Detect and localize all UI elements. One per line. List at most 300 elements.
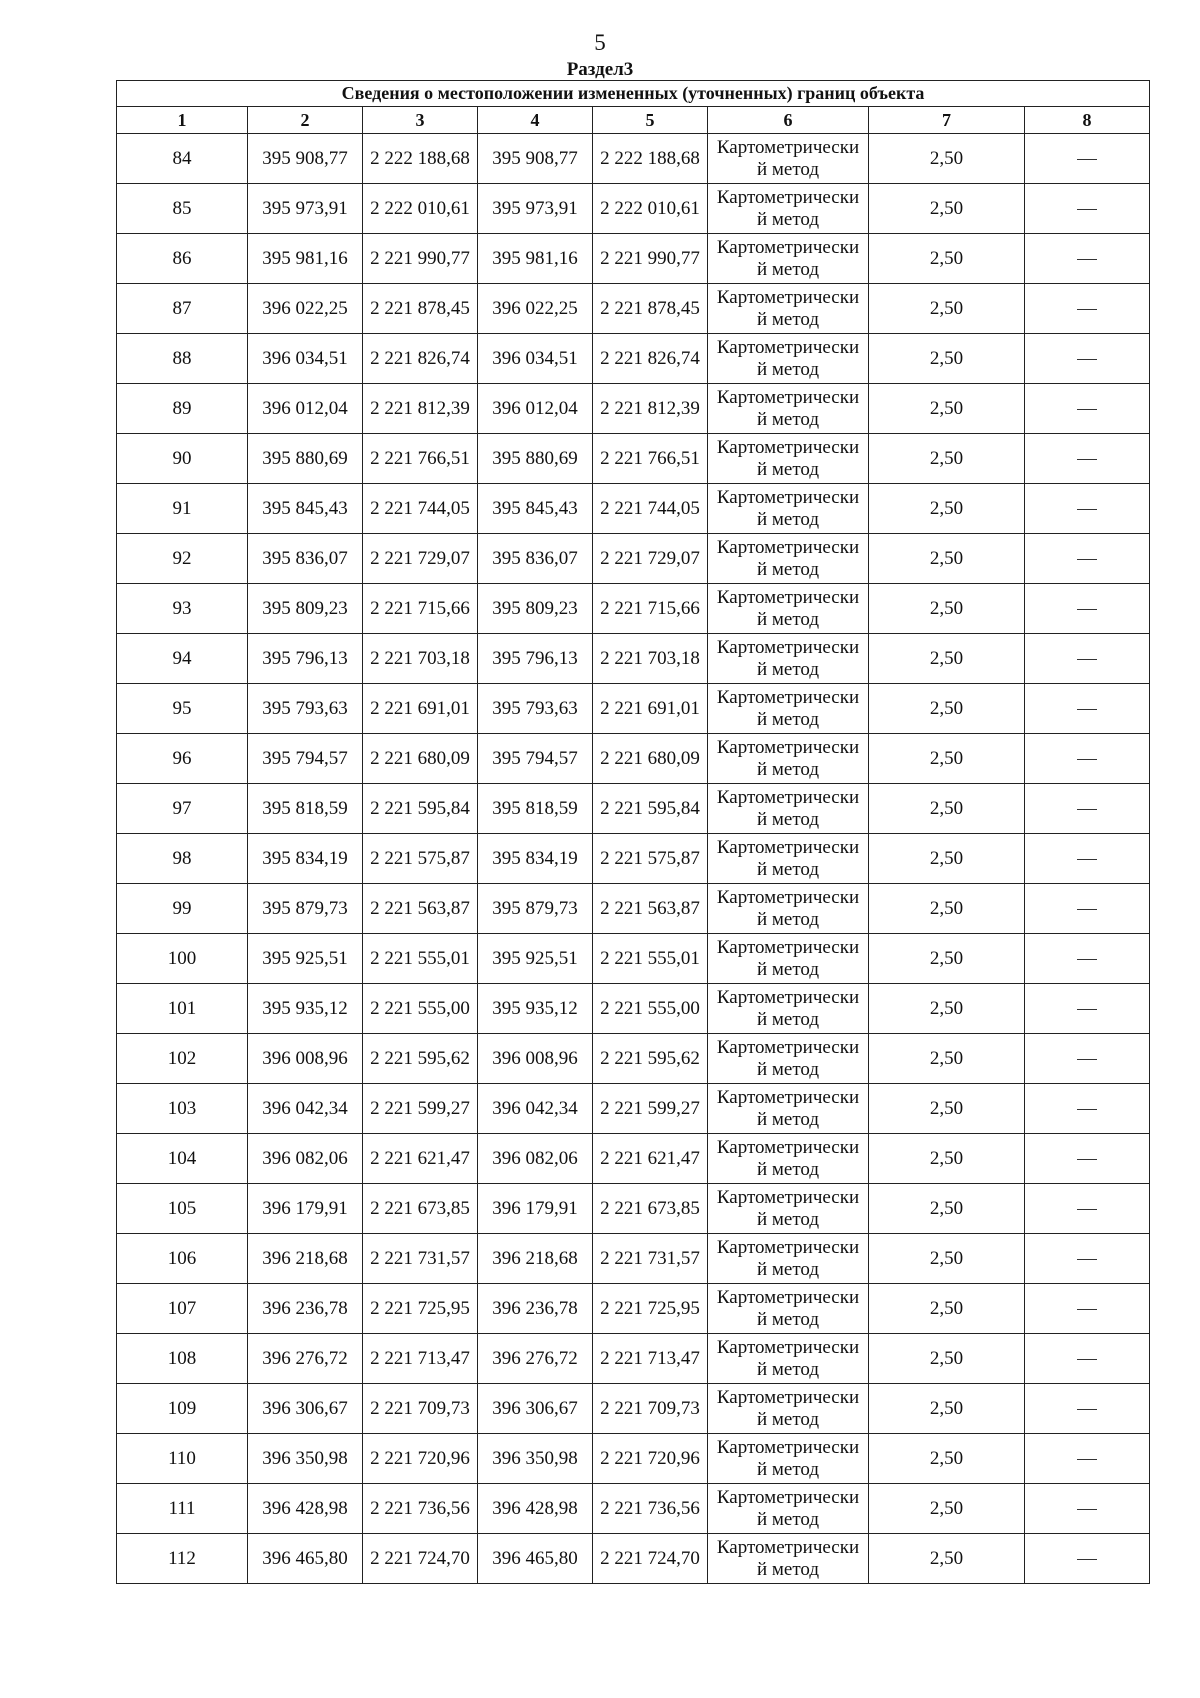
- dash-mark: [1077, 759, 1097, 760]
- table-row: [117, 134, 1150, 184]
- accuracy-value: 2,50: [869, 334, 1025, 384]
- method-text-line-2: й метод: [756, 308, 820, 330]
- boundary-coordinates-table: [116, 80, 1150, 1584]
- method-text-line-1: Картометрически: [716, 1486, 860, 1508]
- method-text-line-1: Картометрически: [716, 686, 860, 708]
- point-number: 104: [117, 1134, 248, 1184]
- description-cell: [1025, 984, 1150, 1034]
- dash-mark: [1077, 359, 1097, 360]
- determination-method: [708, 1334, 869, 1384]
- description-cell: [1025, 1084, 1150, 1134]
- determination-method: [708, 1084, 869, 1134]
- column-number-row: [117, 107, 1150, 134]
- new-x-coordinate: 396 276,72: [478, 1334, 593, 1384]
- accuracy-value: 2,50: [869, 184, 1025, 234]
- accuracy-value: 2,50: [869, 1484, 1025, 1534]
- method-text-line-1: Картометрически: [716, 1136, 860, 1158]
- dash-mark: [1077, 259, 1097, 260]
- method-text-line-2: й метод: [756, 1508, 820, 1530]
- accuracy-value: 2,50: [869, 1534, 1025, 1584]
- table-row: [117, 834, 1150, 884]
- new-x-coordinate: 396 008,96: [478, 1034, 593, 1084]
- determination-method: [708, 284, 869, 334]
- method-text-line-1: Картометрически: [716, 1236, 860, 1258]
- new-x-coordinate: 396 218,68: [478, 1234, 593, 1284]
- point-number: 99: [117, 884, 248, 934]
- old-x-coordinate: 396 022,25: [248, 284, 363, 334]
- method-text-line-1: Картометрически: [716, 136, 860, 158]
- accuracy-value: 2,50: [869, 684, 1025, 734]
- new-x-coordinate: 395 794,57: [478, 734, 593, 784]
- determination-method: [708, 234, 869, 284]
- description-cell: [1025, 184, 1150, 234]
- method-text-line-2: й метод: [756, 708, 820, 730]
- new-x-coordinate: 396 034,51: [478, 334, 593, 384]
- description-cell: [1025, 1134, 1150, 1184]
- new-y-coordinate: 2 221 555,01: [593, 934, 708, 984]
- point-number: 108: [117, 1334, 248, 1384]
- old-x-coordinate: 395 836,07: [248, 534, 363, 584]
- method-text-line-2: й метод: [756, 258, 820, 280]
- point-number: 90: [117, 434, 248, 484]
- dash-mark: [1077, 709, 1097, 710]
- table-row: [117, 984, 1150, 1034]
- dash-mark: [1077, 1159, 1097, 1160]
- table-row: [117, 534, 1150, 584]
- dash-mark: [1077, 909, 1097, 910]
- dash-mark: [1077, 1559, 1097, 1560]
- method-text-line-1: Картометрически: [716, 1186, 860, 1208]
- section-title: Раздел3: [566, 59, 634, 80]
- method-text-line-1: Картометрически: [716, 1336, 860, 1358]
- old-y-coordinate: 2 221 599,27: [363, 1084, 478, 1134]
- old-y-coordinate: 2 221 715,66: [363, 584, 478, 634]
- determination-method: [708, 634, 869, 684]
- method-text-line-1: Картометрически: [716, 636, 860, 658]
- determination-method: [708, 1484, 869, 1534]
- column-number: 6: [708, 107, 869, 134]
- method-text-line-1: Картометрически: [716, 986, 860, 1008]
- determination-method: [708, 1284, 869, 1334]
- old-x-coordinate: 396 218,68: [248, 1234, 363, 1284]
- old-y-coordinate: 2 221 563,87: [363, 884, 478, 934]
- description-cell: [1025, 1284, 1150, 1334]
- new-y-coordinate: 2 221 713,47: [593, 1334, 708, 1384]
- method-text-line-2: й метод: [756, 208, 820, 230]
- determination-method: [708, 784, 869, 834]
- method-text-line-2: й метод: [756, 558, 820, 580]
- new-y-coordinate: 2 221 595,62: [593, 1034, 708, 1084]
- description-cell: [1025, 1034, 1150, 1084]
- old-y-coordinate: 2 221 729,07: [363, 534, 478, 584]
- new-y-coordinate: 2 221 736,56: [593, 1484, 708, 1534]
- determination-method: [708, 584, 869, 634]
- new-x-coordinate: 396 022,25: [478, 284, 593, 334]
- dash-mark: [1077, 1359, 1097, 1360]
- old-y-coordinate: 2 221 621,47: [363, 1134, 478, 1184]
- method-text-line-2: й метод: [756, 758, 820, 780]
- description-cell: [1025, 484, 1150, 534]
- accuracy-value: 2,50: [869, 934, 1025, 984]
- old-y-coordinate: 2 221 709,73: [363, 1384, 478, 1434]
- dash-mark: [1077, 509, 1097, 510]
- method-text-line-1: Картометрически: [716, 736, 860, 758]
- page-number: 5: [594, 30, 606, 55]
- old-y-coordinate: 2 221 595,84: [363, 784, 478, 834]
- old-x-coordinate: 395 973,91: [248, 184, 363, 234]
- new-y-coordinate: 2 221 595,84: [593, 784, 708, 834]
- new-x-coordinate: 396 042,34: [478, 1084, 593, 1134]
- method-text-line-2: й метод: [756, 1308, 820, 1330]
- point-number: 102: [117, 1034, 248, 1084]
- dash-mark: [1077, 1409, 1097, 1410]
- method-text-line-2: й метод: [756, 958, 820, 980]
- old-x-coordinate: 396 465,80: [248, 1534, 363, 1584]
- new-y-coordinate: 2 221 680,09: [593, 734, 708, 784]
- old-y-coordinate: 2 221 575,87: [363, 834, 478, 884]
- dash-mark: [1077, 209, 1097, 210]
- old-x-coordinate: 395 794,57: [248, 734, 363, 784]
- accuracy-value: 2,50: [869, 134, 1025, 184]
- column-number: 7: [869, 107, 1025, 134]
- method-text-line-2: й метод: [756, 1158, 820, 1180]
- determination-method: [708, 134, 869, 184]
- description-cell: [1025, 534, 1150, 584]
- column-number: 3: [363, 107, 478, 134]
- table-row: [117, 1484, 1150, 1534]
- description-cell: [1025, 684, 1150, 734]
- determination-method: [708, 484, 869, 534]
- table-row: [117, 384, 1150, 434]
- new-x-coordinate: 396 465,80: [478, 1534, 593, 1584]
- table-row: [117, 1334, 1150, 1384]
- table-row: [117, 484, 1150, 534]
- point-number: 93: [117, 584, 248, 634]
- accuracy-value: 2,50: [869, 384, 1025, 434]
- determination-method: [708, 384, 869, 434]
- table-row: [117, 1534, 1150, 1584]
- old-y-coordinate: 2 221 731,57: [363, 1234, 478, 1284]
- old-y-coordinate: 2 221 595,62: [363, 1034, 478, 1084]
- dash-mark: [1077, 959, 1097, 960]
- method-text-line-1: Картометрически: [716, 536, 860, 558]
- method-text-line-2: й метод: [756, 358, 820, 380]
- point-number: 97: [117, 784, 248, 834]
- accuracy-value: 2,50: [869, 634, 1025, 684]
- determination-method: [708, 984, 869, 1034]
- method-text-line-1: Картометрически: [716, 1436, 860, 1458]
- point-number: 107: [117, 1284, 248, 1334]
- point-number: 91: [117, 484, 248, 534]
- old-x-coordinate: 396 428,98: [248, 1484, 363, 1534]
- new-y-coordinate: 2 221 621,47: [593, 1134, 708, 1184]
- old-x-coordinate: 396 042,34: [248, 1084, 363, 1134]
- new-y-coordinate: 2 221 990,77: [593, 234, 708, 284]
- new-y-coordinate: 2 221 715,66: [593, 584, 708, 634]
- point-number: 112: [117, 1534, 248, 1584]
- new-x-coordinate: 395 845,43: [478, 484, 593, 534]
- method-text-line-1: Картометрически: [716, 936, 860, 958]
- table-row: [117, 684, 1150, 734]
- old-x-coordinate: 396 179,91: [248, 1184, 363, 1234]
- dash-mark: [1077, 1009, 1097, 1010]
- old-y-coordinate: 2 221 703,18: [363, 634, 478, 684]
- description-cell: [1025, 134, 1150, 184]
- accuracy-value: 2,50: [869, 434, 1025, 484]
- method-text-line-1: Картометрически: [716, 1086, 860, 1108]
- new-x-coordinate: 396 350,98: [478, 1434, 593, 1484]
- dash-mark: [1077, 559, 1097, 560]
- accuracy-value: 2,50: [869, 234, 1025, 284]
- accuracy-value: 2,50: [869, 884, 1025, 934]
- new-y-coordinate: 2 221 575,87: [593, 834, 708, 884]
- dash-mark: [1077, 159, 1097, 160]
- old-y-coordinate: 2 221 713,47: [363, 1334, 478, 1384]
- point-number: 100: [117, 934, 248, 984]
- dash-mark: [1077, 1259, 1097, 1260]
- new-x-coordinate: 395 818,59: [478, 784, 593, 834]
- old-x-coordinate: 396 012,04: [248, 384, 363, 434]
- method-text-line-1: Картометрически: [716, 486, 860, 508]
- old-y-coordinate: 2 221 744,05: [363, 484, 478, 534]
- method-text-line-1: Картометрически: [716, 1536, 860, 1558]
- description-cell: [1025, 634, 1150, 684]
- old-x-coordinate: 395 793,63: [248, 684, 363, 734]
- new-y-coordinate: 2 221 703,18: [593, 634, 708, 684]
- old-y-coordinate: 2 222 010,61: [363, 184, 478, 234]
- new-x-coordinate: 395 879,73: [478, 884, 593, 934]
- new-y-coordinate: 2 221 744,05: [593, 484, 708, 534]
- determination-method: [708, 1234, 869, 1284]
- method-text-line-2: й метод: [756, 158, 820, 180]
- column-number: 4: [478, 107, 593, 134]
- accuracy-value: 2,50: [869, 1134, 1025, 1184]
- description-cell: [1025, 384, 1150, 434]
- point-number: 96: [117, 734, 248, 784]
- accuracy-value: 2,50: [869, 1334, 1025, 1384]
- dash-mark: [1077, 1209, 1097, 1210]
- new-y-coordinate: 2 221 729,07: [593, 534, 708, 584]
- point-number: 106: [117, 1234, 248, 1284]
- column-number: 1: [117, 107, 248, 134]
- table-row: [117, 784, 1150, 834]
- accuracy-value: 2,50: [869, 1234, 1025, 1284]
- dash-mark: [1077, 1059, 1097, 1060]
- dash-mark: [1077, 1109, 1097, 1110]
- accuracy-value: 2,50: [869, 1084, 1025, 1134]
- new-x-coordinate: 395 908,77: [478, 134, 593, 184]
- determination-method: [708, 334, 869, 384]
- new-y-coordinate: 2 221 720,96: [593, 1434, 708, 1484]
- table-row: [117, 634, 1150, 684]
- new-x-coordinate: 395 809,23: [478, 584, 593, 634]
- determination-method: [708, 1434, 869, 1484]
- new-x-coordinate: 395 981,16: [478, 234, 593, 284]
- old-y-coordinate: 2 221 812,39: [363, 384, 478, 434]
- old-x-coordinate: 395 925,51: [248, 934, 363, 984]
- method-text-line-2: й метод: [756, 858, 820, 880]
- old-x-coordinate: 395 796,13: [248, 634, 363, 684]
- description-cell: [1025, 434, 1150, 484]
- new-y-coordinate: 2 221 878,45: [593, 284, 708, 334]
- description-cell: [1025, 934, 1150, 984]
- method-text-line-2: й метод: [756, 1458, 820, 1480]
- table-row: [117, 584, 1150, 634]
- new-y-coordinate: 2 221 812,39: [593, 384, 708, 434]
- new-y-coordinate: 2 221 725,95: [593, 1284, 708, 1334]
- old-y-coordinate: 2 221 691,01: [363, 684, 478, 734]
- description-cell: [1025, 834, 1150, 884]
- column-number: 5: [593, 107, 708, 134]
- new-x-coordinate: 396 179,91: [478, 1184, 593, 1234]
- new-x-coordinate: 395 880,69: [478, 434, 593, 484]
- old-y-coordinate: 2 221 680,09: [363, 734, 478, 784]
- old-x-coordinate: 396 306,67: [248, 1384, 363, 1434]
- description-cell: [1025, 284, 1150, 334]
- old-y-coordinate: 2 221 720,96: [363, 1434, 478, 1484]
- determination-method: [708, 1384, 869, 1434]
- table-row: [117, 1234, 1150, 1284]
- description-cell: [1025, 1434, 1150, 1484]
- new-x-coordinate: 395 973,91: [478, 184, 593, 234]
- point-number: 95: [117, 684, 248, 734]
- old-y-coordinate: 2 221 724,70: [363, 1534, 478, 1584]
- column-number: 8: [1025, 107, 1150, 134]
- method-text-line-1: Картометрически: [716, 586, 860, 608]
- accuracy-value: 2,50: [869, 984, 1025, 1034]
- accuracy-value: 2,50: [869, 834, 1025, 884]
- table-row: [117, 1284, 1150, 1334]
- determination-method: [708, 184, 869, 234]
- dash-mark: [1077, 1459, 1097, 1460]
- method-text-line-1: Картометрически: [716, 286, 860, 308]
- old-y-coordinate: 2 221 555,00: [363, 984, 478, 1034]
- table-row: [117, 1034, 1150, 1084]
- method-text-line-2: й метод: [756, 1008, 820, 1030]
- table-row: [117, 184, 1150, 234]
- determination-method: [708, 1034, 869, 1084]
- method-text-line-2: й метод: [756, 608, 820, 630]
- table-row: [117, 434, 1150, 484]
- old-x-coordinate: 396 034,51: [248, 334, 363, 384]
- new-x-coordinate: 396 306,67: [478, 1384, 593, 1434]
- accuracy-value: 2,50: [869, 1184, 1025, 1234]
- old-x-coordinate: 395 834,19: [248, 834, 363, 884]
- old-y-coordinate: 2 222 188,68: [363, 134, 478, 184]
- method-text-line-2: й метод: [756, 458, 820, 480]
- new-y-coordinate: 2 221 766,51: [593, 434, 708, 484]
- dash-mark: [1077, 1309, 1097, 1310]
- new-y-coordinate: 2 221 826,74: [593, 334, 708, 384]
- old-x-coordinate: 395 818,59: [248, 784, 363, 834]
- method-text-line-1: Картометрически: [716, 1286, 860, 1308]
- determination-method: [708, 934, 869, 984]
- description-cell: [1025, 234, 1150, 284]
- accuracy-value: 2,50: [869, 584, 1025, 634]
- old-y-coordinate: 2 221 725,95: [363, 1284, 478, 1334]
- new-y-coordinate: 2 221 691,01: [593, 684, 708, 734]
- description-cell: [1025, 1384, 1150, 1434]
- new-x-coordinate: 395 796,13: [478, 634, 593, 684]
- method-text-line-1: Картометрически: [716, 1036, 860, 1058]
- point-number: 103: [117, 1084, 248, 1134]
- method-text-line-1: Картометрически: [716, 886, 860, 908]
- dash-mark: [1077, 309, 1097, 310]
- determination-method: [708, 1534, 869, 1584]
- old-x-coordinate: 395 935,12: [248, 984, 363, 1034]
- point-number: 110: [117, 1434, 248, 1484]
- old-x-coordinate: 396 236,78: [248, 1284, 363, 1334]
- new-y-coordinate: 2 222 188,68: [593, 134, 708, 184]
- new-y-coordinate: 2 221 709,73: [593, 1384, 708, 1434]
- dash-mark: [1077, 809, 1097, 810]
- method-text-line-2: й метод: [756, 1058, 820, 1080]
- new-x-coordinate: 395 834,19: [478, 834, 593, 884]
- description-cell: [1025, 1184, 1150, 1234]
- description-cell: [1025, 884, 1150, 934]
- determination-method: [708, 1184, 869, 1234]
- old-x-coordinate: 396 008,96: [248, 1034, 363, 1084]
- determination-method: [708, 884, 869, 934]
- new-y-coordinate: 2 221 673,85: [593, 1184, 708, 1234]
- dash-mark: [1077, 409, 1097, 410]
- description-cell: [1025, 584, 1150, 634]
- dash-mark: [1077, 1509, 1097, 1510]
- new-y-coordinate: 2 221 599,27: [593, 1084, 708, 1134]
- description-cell: [1025, 784, 1150, 834]
- method-text-line-1: Картометрически: [716, 386, 860, 408]
- method-text-line-1: Картометрически: [716, 186, 860, 208]
- table-row: [117, 734, 1150, 784]
- point-number: 105: [117, 1184, 248, 1234]
- old-x-coordinate: 396 276,72: [248, 1334, 363, 1384]
- method-text-line-1: Картометрически: [716, 336, 860, 358]
- table-row: [117, 234, 1150, 284]
- determination-method: [708, 684, 869, 734]
- table-row: [117, 1084, 1150, 1134]
- method-text-line-2: й метод: [756, 658, 820, 680]
- accuracy-value: 2,50: [869, 1434, 1025, 1484]
- accuracy-value: 2,50: [869, 284, 1025, 334]
- accuracy-value: 2,50: [869, 1034, 1025, 1084]
- method-text-line-2: й метод: [756, 1108, 820, 1130]
- accuracy-value: 2,50: [869, 534, 1025, 584]
- point-number: 92: [117, 534, 248, 584]
- dash-mark: [1077, 859, 1097, 860]
- description-cell: [1025, 734, 1150, 784]
- description-cell: [1025, 334, 1150, 384]
- method-text-line-2: й метод: [756, 1358, 820, 1380]
- new-y-coordinate: 2 221 724,70: [593, 1534, 708, 1584]
- method-text-line-2: й метод: [756, 508, 820, 530]
- point-number: 94: [117, 634, 248, 684]
- new-x-coordinate: 395 793,63: [478, 684, 593, 734]
- new-y-coordinate: 2 222 010,61: [593, 184, 708, 234]
- point-number: 98: [117, 834, 248, 884]
- point-number: 84: [117, 134, 248, 184]
- table-caption-row: [117, 81, 1150, 107]
- new-x-coordinate: 396 082,06: [478, 1134, 593, 1184]
- table-caption: Сведения о местоположении измененных (уточненных) границ объекта: [117, 81, 1150, 107]
- method-text-line-2: й метод: [756, 908, 820, 930]
- dash-mark: [1077, 659, 1097, 660]
- point-number: 86: [117, 234, 248, 284]
- table-row: [117, 1434, 1150, 1484]
- point-number: 89: [117, 384, 248, 434]
- description-cell: [1025, 1334, 1150, 1384]
- dash-mark: [1077, 459, 1097, 460]
- table-row: [117, 334, 1150, 384]
